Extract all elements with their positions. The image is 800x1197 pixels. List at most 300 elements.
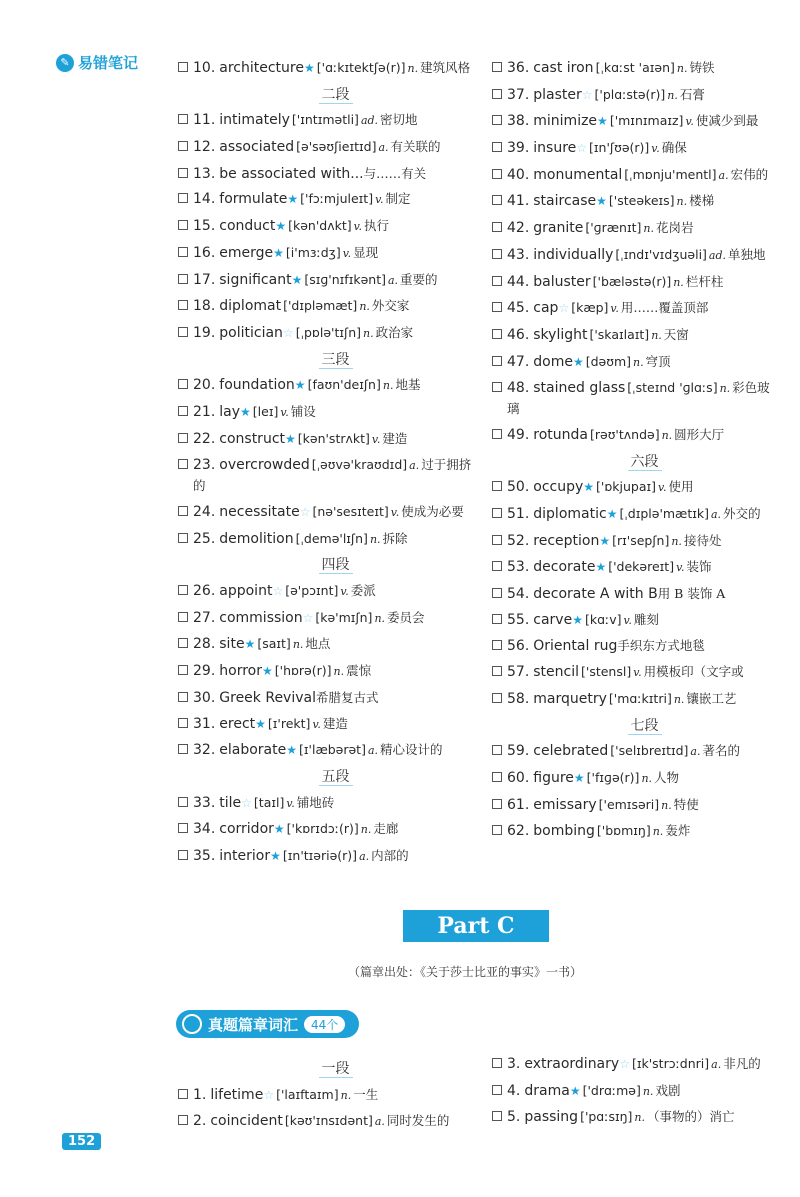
part-of-speech: n.	[363, 326, 374, 340]
vocab-entry	[492, 352, 782, 373]
star-outline-icon: ☆	[282, 325, 294, 340]
entry-word: insure	[533, 140, 577, 157]
chinese-meaning: 重要的	[400, 271, 438, 287]
chinese-meaning: 彩色玻璃	[507, 380, 770, 417]
part-of-speech: n.	[671, 534, 682, 548]
part-of-speech: a.	[359, 849, 370, 863]
vocab-entry	[492, 325, 782, 346]
chinese-meaning: 使成为必要	[401, 504, 464, 519]
phonetic: ['hɒrə(r)]	[274, 663, 332, 679]
entry-word: demolition	[219, 530, 294, 547]
checkbox[interactable]	[178, 585, 188, 595]
entry-word: baluster	[533, 273, 591, 290]
phonetic: [kən'strʌkt]	[297, 430, 370, 446]
entry-word: occupy	[533, 479, 584, 496]
chinese-meaning: 楼梯	[689, 193, 715, 209]
star-icon: ★	[273, 245, 284, 260]
magnifier-icon	[182, 1014, 202, 1034]
entry-number: 55.	[507, 611, 530, 628]
vocab-entry	[492, 689, 782, 710]
entry-word: extraordinary	[524, 1056, 620, 1072]
vocab-entry	[492, 768, 782, 789]
chinese-meaning: 委派	[350, 583, 376, 599]
chinese-meaning: 用……覆盖顶部	[620, 300, 709, 316]
chinese-meaning: 特使	[673, 796, 699, 812]
part-of-speech: v.	[633, 666, 642, 680]
star-outline-icon: ☆	[619, 1057, 630, 1071]
checkbox[interactable]	[178, 533, 188, 543]
chinese-meaning: 确保	[661, 140, 687, 156]
star-icon: ★	[240, 404, 251, 419]
phonetic: ['fɪɡə(r)]	[586, 769, 640, 785]
entry-number: 35.	[193, 847, 216, 864]
entry-word: interior	[219, 847, 271, 864]
checkbox[interactable]	[178, 62, 188, 72]
entry-number: 28.	[193, 636, 216, 653]
entry-word: associated	[219, 139, 295, 156]
checkbox[interactable]	[492, 614, 502, 624]
chinese-meaning: 委员会	[387, 609, 425, 625]
chinese-meaning: 用模板印（文字或	[643, 664, 744, 680]
entry-number: 50.	[507, 479, 530, 496]
entry-number: 60.	[507, 769, 530, 786]
phonetic: [sɪɡ'nɪfɪkənt]	[304, 271, 386, 287]
entry-number: 51.	[507, 506, 530, 522]
vocab-column-right	[492, 58, 782, 848]
checkbox[interactable]	[492, 195, 502, 205]
checkbox[interactable]	[178, 247, 188, 257]
checkbox[interactable]	[178, 1089, 188, 1099]
phonetic: [ˌəʊvə'kraʊdɪd]	[311, 457, 408, 473]
vocab-section-header	[176, 1010, 359, 1038]
star-outline-icon: ☆	[299, 505, 311, 519]
vocab-entry	[492, 610, 782, 631]
star-icon: ★	[596, 194, 607, 209]
part-of-speech: n.	[634, 1111, 646, 1125]
entry-word: conduct	[219, 218, 276, 235]
entry-number: 18.	[193, 298, 216, 315]
checkbox[interactable]	[492, 561, 502, 571]
checkbox[interactable]	[178, 823, 188, 833]
checkbox[interactable]	[178, 797, 188, 807]
entry-word: marquetry	[533, 690, 607, 707]
checkbox[interactable]	[492, 429, 502, 439]
checkbox[interactable]	[178, 114, 188, 124]
checkbox[interactable]	[492, 745, 502, 755]
vocab-column-left	[178, 58, 478, 873]
vocab-entry	[178, 164, 478, 184]
phonetic: ['stensl]	[581, 664, 632, 680]
chinese-meaning: 装饰	[686, 559, 712, 575]
chinese-meaning: 希腊复古式	[316, 689, 379, 705]
phonetic: [ə'səʊʃieɪtɪd]	[296, 139, 377, 155]
checkbox[interactable]	[492, 222, 502, 232]
entry-word: minimize	[533, 113, 598, 130]
vocab-entry	[492, 504, 782, 525]
part-of-speech: a.	[711, 1058, 722, 1071]
checkbox[interactable]	[178, 300, 188, 310]
star-icon: ★	[595, 560, 607, 575]
vocab-entry	[178, 323, 478, 344]
vocab-entry	[492, 138, 782, 159]
entry-number: 59.	[507, 743, 530, 760]
entry-number: 54.	[507, 586, 530, 603]
phonetic: ['fɔːmjuleɪt]	[300, 191, 374, 207]
vocab-entry	[178, 819, 478, 840]
checkbox[interactable]	[492, 588, 502, 598]
part-of-speech: n.	[641, 771, 653, 785]
phonetic: [kə'mɪʃn]	[315, 609, 373, 625]
checkbox[interactable]	[178, 141, 188, 151]
star-icon: ★	[275, 219, 287, 234]
entry-word: foundation	[219, 377, 295, 394]
entry-word: bombing	[533, 823, 595, 840]
entry-number: 3.	[507, 1056, 521, 1072]
entry-number: 31.	[193, 715, 216, 732]
entry-number: 47.	[507, 353, 530, 370]
entry-number: 10.	[193, 60, 216, 76]
entry-number: 36.	[507, 60, 530, 76]
part-of-speech: v.	[280, 405, 289, 419]
entry-word: reception	[533, 532, 600, 549]
phonetic: [kəʊ'ɪnsɪdənt]	[284, 1113, 373, 1129]
chinese-meaning: 石膏	[679, 86, 705, 102]
entry-word: overcrowded	[219, 457, 310, 474]
entry-number: 4.	[507, 1082, 521, 1099]
chinese-meaning: （事物的）消亡	[647, 1109, 735, 1125]
phonetic: [ˌɪndɪ'vɪdʒuəli]	[615, 246, 707, 262]
star-icon: ★	[244, 637, 256, 652]
phonetic: ['steəkeɪs]	[608, 193, 675, 209]
entry-word: tile	[219, 794, 242, 811]
phonetic: ['drɑːmə]	[582, 1082, 641, 1098]
checkbox[interactable]	[178, 220, 188, 230]
entry-number: 2.	[193, 1113, 207, 1130]
star-icon: ★	[606, 507, 618, 521]
star-icon: ★	[599, 533, 611, 548]
part-of-speech: v.	[353, 220, 363, 234]
section-heading	[492, 452, 782, 472]
entry-word: formulate	[219, 191, 288, 208]
vocab-entry	[492, 477, 782, 498]
entry-number: 16.	[193, 244, 216, 261]
chinese-meaning: 戏剧	[655, 1082, 681, 1098]
checkbox[interactable]	[492, 276, 502, 286]
vocab-entry	[492, 272, 782, 293]
entry-number: 24.	[193, 504, 216, 520]
part-of-speech: n.	[369, 532, 381, 546]
checkbox[interactable]	[492, 666, 502, 676]
part-of-speech: v.	[375, 193, 384, 207]
entry-number: 37.	[507, 86, 530, 103]
chinese-meaning: 制定	[385, 191, 411, 207]
vocab-entry	[178, 243, 478, 264]
vocab-entry	[492, 58, 782, 79]
part-of-speech: n.	[359, 300, 370, 314]
checkbox[interactable]	[178, 1115, 188, 1125]
part-of-speech: n.	[407, 62, 419, 75]
part-of-speech: v.	[390, 506, 400, 519]
phonetic: [ə'pɔɪnt]	[285, 583, 339, 599]
chinese-meaning: 精心设计的	[380, 742, 443, 758]
part-of-speech: n.	[643, 222, 654, 236]
entry-number: 45.	[507, 300, 530, 317]
entry-number: 58.	[507, 690, 530, 707]
chinese-meaning: 建造	[382, 430, 408, 446]
checkbox[interactable]	[178, 506, 188, 516]
chinese-meaning: 花岗岩	[655, 220, 694, 236]
chinese-meaning: 宏伟的	[730, 166, 769, 182]
chinese-meaning: 内部的	[371, 847, 409, 863]
checkbox[interactable]	[492, 772, 502, 782]
vocab-entry	[178, 846, 478, 867]
part-of-speech: v.	[658, 481, 667, 495]
checkbox[interactable]	[178, 665, 188, 675]
entry-number: 41.	[507, 193, 530, 210]
phonetic: ['mɪnɪmaɪz]	[609, 113, 684, 129]
vocab-entry	[178, 714, 478, 735]
checkbox[interactable]	[178, 327, 188, 337]
phonetic: ['mɑːkɪtri]	[608, 690, 672, 706]
phonetic: [dəʊm]	[585, 353, 632, 369]
entry-word: diplomatic	[533, 506, 607, 522]
part-of-speech: n.	[633, 355, 644, 369]
brand-header	[56, 52, 138, 73]
part-of-speech: ad.	[708, 248, 727, 262]
brand-logo-icon: ✎	[56, 54, 74, 72]
star-icon: ★	[273, 822, 285, 837]
checkbox[interactable]	[178, 744, 188, 754]
part-of-speech: n.	[673, 692, 685, 706]
vocab-entry	[178, 1111, 478, 1132]
chinese-meaning: 使减少到最	[695, 113, 759, 129]
vocab-entry	[492, 531, 782, 552]
phonetic: ['dekəreɪt]	[608, 559, 675, 575]
entry-number: 52.	[507, 532, 530, 549]
star-outline-icon: ☆	[576, 141, 588, 156]
vocab-entry	[492, 425, 782, 446]
part-of-speech: n.	[667, 88, 678, 102]
vocab-entry	[178, 402, 478, 423]
entry-number: 61.	[507, 796, 530, 813]
part-of-speech: v.	[685, 115, 694, 129]
phonetic: [ɪk'strɔːdnri]	[631, 1056, 710, 1071]
entry-number: 1.	[193, 1086, 207, 1103]
vocab-section-label: 真题篇章词汇	[208, 1015, 299, 1034]
checkbox[interactable]	[492, 329, 502, 339]
entry-word: lifetime	[210, 1086, 264, 1103]
star-icon: ★	[287, 192, 299, 207]
chinese-meaning: 外交的	[723, 506, 761, 521]
phonetic: [ˌkɑːst 'aɪən]	[595, 60, 675, 75]
vocab-entry	[178, 581, 478, 602]
section-heading-text: 二段	[319, 87, 353, 104]
section-heading	[492, 716, 782, 736]
phonetic: ['pɑːsɪŋ]	[580, 1109, 633, 1125]
checkbox[interactable]	[492, 481, 502, 491]
phonetic: [i'mɜːdʒ]	[285, 244, 341, 260]
part-of-speech: n.	[661, 798, 672, 812]
checkbox[interactable]	[492, 640, 502, 650]
phonetic: [leɪ]	[252, 403, 279, 419]
entry-number: 43.	[507, 246, 530, 263]
checkbox[interactable]	[492, 825, 502, 835]
entry-word: figure	[533, 769, 574, 786]
checkbox[interactable]	[492, 535, 502, 545]
vocab-column-bottom-right	[492, 1054, 782, 1134]
phonetic: [ɪ'rekt]	[267, 715, 311, 731]
entry-number: 40.	[507, 166, 530, 183]
checkbox[interactable]	[492, 142, 502, 152]
part-of-speech: a.	[409, 459, 420, 473]
vocab-entry	[492, 111, 782, 132]
chinese-meaning: 圆形大厅	[674, 426, 725, 442]
section-heading-text: 一段	[319, 1061, 353, 1078]
entry-word: architecture	[219, 60, 304, 76]
checkbox[interactable]	[178, 379, 188, 389]
chinese-meaning: 过于拥挤的	[193, 457, 472, 494]
entry-word: emerge	[219, 244, 274, 261]
part-of-speech: n.	[652, 825, 664, 839]
checkbox[interactable]	[492, 1058, 502, 1068]
star-outline-icon: ☆	[263, 1087, 275, 1102]
checkbox[interactable]	[492, 302, 502, 312]
checkbox[interactable]	[492, 799, 502, 809]
checkbox[interactable]	[178, 692, 188, 702]
checkbox[interactable]	[492, 508, 502, 518]
chinese-meaning: 建造	[322, 715, 348, 731]
vocab-entry	[492, 85, 782, 106]
entry-number: 53.	[507, 559, 530, 576]
entry-word: decorate A with B	[533, 586, 658, 603]
checkbox[interactable]	[492, 249, 502, 259]
phonetic: ['bæləstə(r)]	[592, 273, 672, 289]
entry-word: site	[219, 636, 245, 653]
chinese-meaning: 天窗	[663, 326, 689, 342]
part-of-speech: n.	[661, 428, 673, 442]
chinese-meaning: 人物	[654, 769, 680, 785]
vocab-entry	[492, 298, 782, 319]
checkbox[interactable]	[492, 693, 502, 703]
passage-source: （篇章出处：《关于莎士比亚的事实》一书）	[347, 965, 582, 979]
checkbox[interactable]	[178, 274, 188, 284]
phonetic: [ˌdemə'lɪʃn]	[295, 530, 368, 546]
checkbox[interactable]	[178, 433, 188, 443]
checkbox[interactable]	[178, 406, 188, 416]
star-icon: ★	[270, 848, 281, 863]
phonetic: [ˌdɪplə'mætɪk]	[619, 506, 709, 521]
vocab-entry	[492, 191, 782, 212]
part-of-speech: v.	[340, 585, 349, 599]
chinese-meaning: 地点	[305, 636, 331, 652]
checkbox[interactable]	[178, 638, 188, 648]
entry-number: 39.	[507, 140, 530, 157]
chinese-meaning: 铸铁	[689, 60, 715, 75]
part-of-speech: n.	[360, 823, 372, 837]
star-icon: ★	[569, 1083, 581, 1098]
entry-word: plaster	[533, 86, 582, 103]
star-outline-icon: ☆	[241, 795, 252, 810]
vocab-entry	[178, 189, 478, 210]
checkbox[interactable]	[178, 168, 188, 178]
part-of-speech: a.	[711, 508, 722, 521]
chinese-meaning: 雕刻	[633, 611, 659, 627]
checkbox[interactable]	[492, 1085, 502, 1095]
chinese-meaning: 用 B 装饰 A	[657, 586, 726, 602]
entry-word: construct	[219, 430, 285, 447]
checkbox[interactable]	[492, 356, 502, 366]
chinese-meaning: 非凡的	[723, 1056, 761, 1071]
vocab-entry	[178, 1085, 478, 1106]
phonetic: [saɪt]	[257, 636, 291, 652]
checkbox[interactable]	[178, 718, 188, 728]
entry-word: horror	[219, 663, 262, 680]
vocab-entry	[492, 821, 782, 842]
phonetic: [ˌpɒlə'tɪʃn]	[295, 324, 362, 340]
phonetic: ['dɪpləmæt]	[283, 298, 358, 314]
chinese-meaning: 拆除	[382, 530, 408, 546]
chinese-meaning: 使用	[668, 479, 694, 495]
entry-number: 23.	[193, 457, 216, 474]
checkbox[interactable]	[178, 612, 188, 622]
checkbox[interactable]	[492, 62, 502, 72]
entry-word: intimately	[219, 112, 290, 129]
vocab-column-bottom-left	[178, 1059, 478, 1138]
entry-word: diplomat	[219, 298, 282, 315]
star-icon: ★	[286, 743, 298, 758]
vocab-entry	[178, 502, 478, 523]
vocab-entry	[492, 245, 782, 266]
vocab-entry	[492, 1054, 782, 1075]
vocab-entry	[492, 662, 782, 683]
part-of-speech: v.	[623, 613, 632, 627]
vocab-entry	[178, 634, 478, 655]
star-outline-icon: ☆	[272, 584, 284, 599]
checkbox[interactable]	[492, 89, 502, 99]
entry-number: 44.	[507, 273, 530, 290]
star-icon: ★	[285, 431, 296, 446]
phonetic: ['ɪntɪmətli]	[291, 112, 359, 128]
entry-number: 27.	[193, 609, 216, 626]
section-heading-text: 四段	[319, 557, 353, 574]
section-heading-text: 三段	[319, 352, 353, 369]
checkbox[interactable]	[492, 115, 502, 125]
checkbox[interactable]	[492, 382, 502, 392]
chinese-meaning: 震惊	[346, 663, 372, 679]
part-of-speech: v.	[651, 142, 660, 156]
part-of-speech: a.	[374, 1115, 385, 1129]
checkbox[interactable]	[492, 1111, 502, 1121]
vocab-entry	[492, 557, 782, 578]
entry-number: 32.	[193, 742, 216, 759]
phonetic: ['ɑːkɪtektʃə(r)]	[316, 60, 406, 75]
chinese-meaning: 与……有关	[363, 165, 427, 181]
phonetic: ['ɒkjupaɪ]	[596, 479, 657, 495]
star-icon: ★	[261, 664, 273, 679]
star-icon: ★	[573, 770, 585, 785]
brand-title: 易错笔记	[78, 54, 139, 72]
checkbox[interactable]	[178, 850, 188, 860]
section-heading-text: 七段	[628, 718, 662, 735]
checkbox[interactable]	[178, 193, 188, 203]
checkbox[interactable]	[492, 169, 502, 179]
vocab-count-badge: 44个	[304, 1016, 345, 1033]
chinese-meaning: 建筑风格	[420, 60, 471, 75]
entry-number: 17.	[193, 271, 216, 288]
entry-number: 12.	[193, 139, 216, 156]
entry-number: 26.	[193, 583, 216, 600]
checkbox[interactable]	[178, 459, 188, 469]
